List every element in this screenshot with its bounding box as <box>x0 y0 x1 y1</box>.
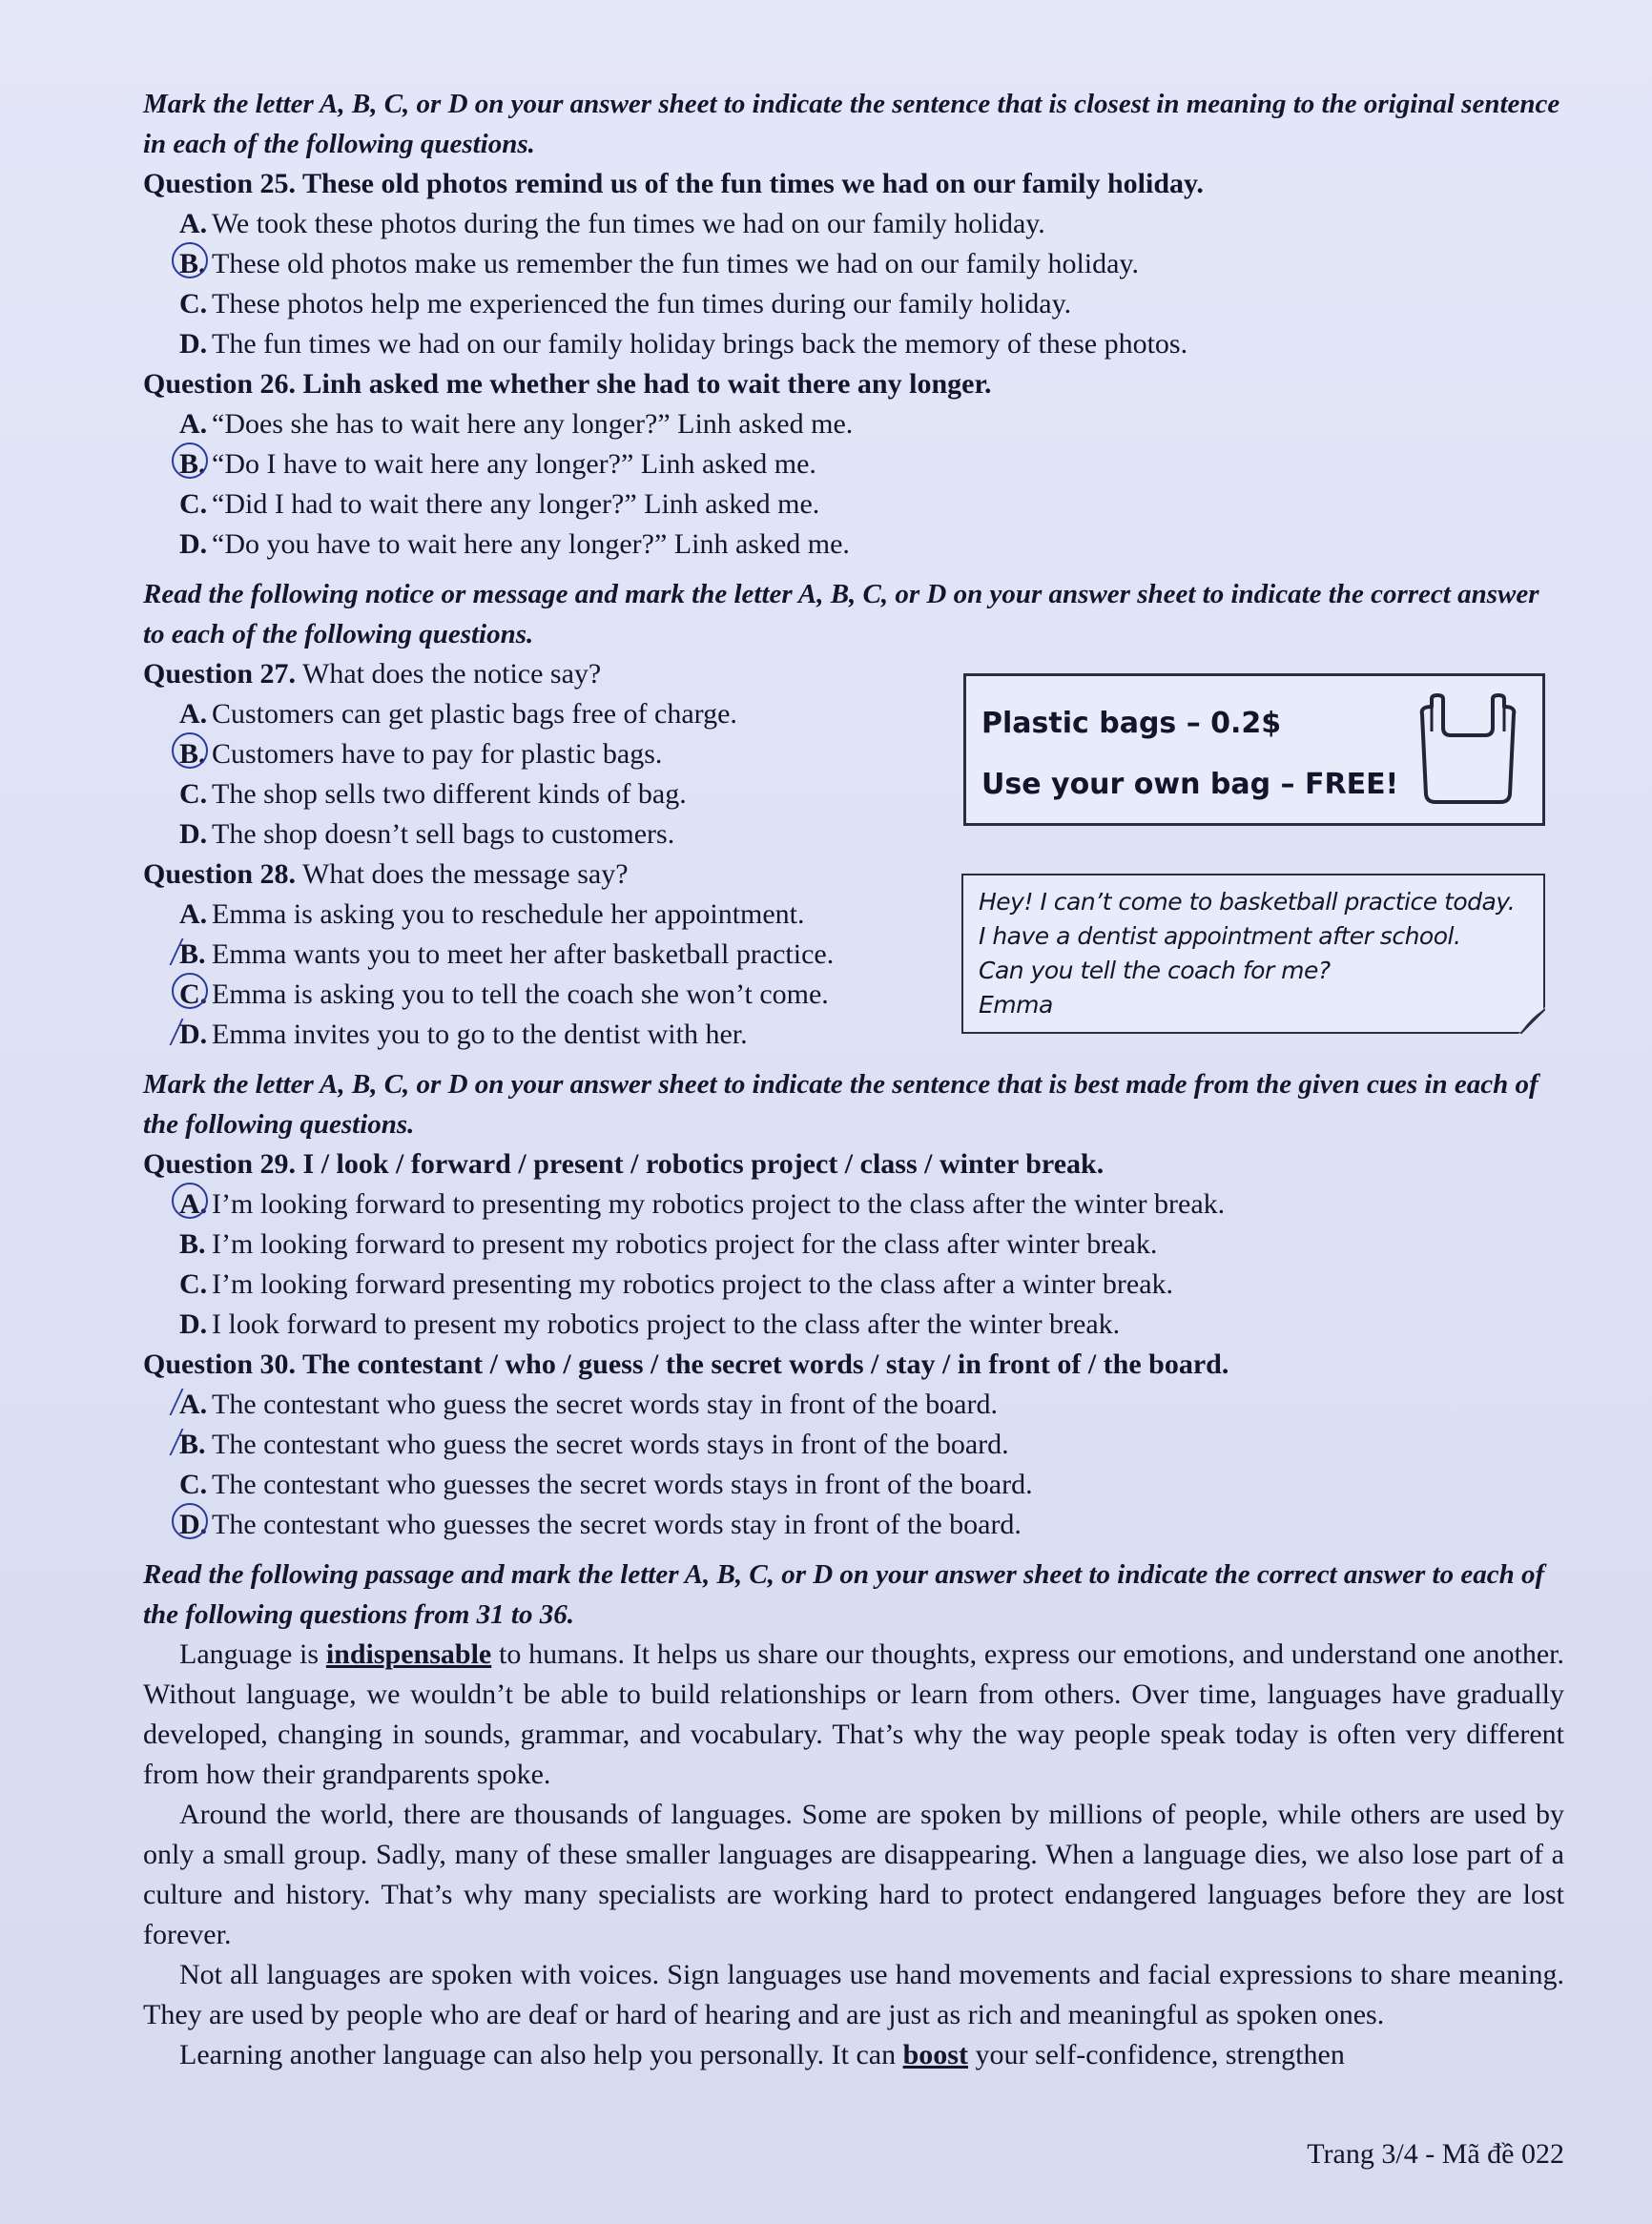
option-letter: A. <box>179 408 208 440</box>
option-text: Customers have to pay for plastic bags. <box>212 738 663 770</box>
option-letter: A. <box>179 698 208 730</box>
option-letter: A. <box>179 898 208 930</box>
question-text: What does the notice say? <box>302 658 602 690</box>
option-text: Emma is asking you to reschedule her appointment. <box>212 898 805 930</box>
q27-q28-block <box>143 654 1564 1055</box>
option-letter: C. <box>179 288 208 319</box>
option-letter: C. <box>179 1268 208 1300</box>
question-text: What does the message say? <box>302 858 629 890</box>
passage-paragraph-1 <box>143 1635 1564 1795</box>
option-letter: B. <box>179 1228 206 1260</box>
question-26: Question 26. Linh asked me whether she had to wait there any longer. <box>143 368 992 400</box>
option-letter: B. <box>179 244 212 284</box>
message-line-3: Can you tell the coach for me? <box>979 957 1331 984</box>
option-text: “Did I had to wait there any longer?” Linh asked me. <box>212 488 820 520</box>
option-text: I’m looking forward to present my robotics project for the class after winter break. <box>212 1228 1158 1260</box>
question-25: Question 25. These old photos remind us of the fun times we had on our family holiday. <box>143 168 1204 199</box>
option-text: I look forward to present my robotics project to the class after the winter break. <box>212 1308 1121 1340</box>
highlighted-word-boost: boost <box>902 2039 968 2070</box>
option-letter: A. <box>179 1385 212 1425</box>
q30-option-d[interactable] <box>179 1505 1564 1545</box>
q26-option-a[interactable] <box>179 404 1564 444</box>
option-letter: D. <box>179 1308 208 1340</box>
passage-text: your self-confidence, strengthen <box>967 2039 1345 2070</box>
option-text: The shop sells two different kinds of bag. <box>212 778 687 810</box>
option-text: The shop doesn’t sell bags to customers. <box>212 818 675 850</box>
question-number: Question 28. <box>143 858 297 890</box>
q29-option-a[interactable] <box>179 1184 1564 1225</box>
option-letter: D. <box>179 1015 212 1055</box>
passage-text: to humans. It helps us share our thoughts, express our emotions, and understand one another. Without language, we wouldn’t be able to build relationships or learn from others. Over time, languages have gradually developed, changing in sounds, grammar, and vocabulary. That’s why the way people speak today is often very different from how their grandparents spoke. <box>143 1638 1565 1790</box>
option-letter: C. <box>179 488 208 520</box>
option-letter: C. <box>179 1469 208 1500</box>
passage-text: Language is <box>179 1638 326 1670</box>
section-notice-message <box>143 574 1564 1055</box>
option-text: The contestant who guesses the secret words stay in front of the board. <box>212 1509 1022 1540</box>
passage-text: Not all languages are spoken with voices. Sign languages use hand movements and facial expressions to share meaning. They are used by people who are deaf or hard of hearing and are just as rich and meaningful as spoken ones. <box>143 1959 1564 2030</box>
message-signature: Emma <box>979 991 1053 1019</box>
page-fold-icon <box>1518 1007 1545 1034</box>
instruction-cues: Mark the letter A, B, C, or D on your answer sheet to indicate the sentence that is best made from the given cues in each of the following questions. <box>143 1069 1538 1140</box>
passage-text: Around the world, there are thousands of languages. Some are spoken by millions of people, while others are used by only a small group. Sadly, many of these smaller languages are disappearing. When a language dies, we also lose part of a culture and history. That’s why many specialists are working hard to protect endangered languages before they are lost forever. <box>143 1799 1564 1950</box>
instruction-passage: Read the following passage and mark the letter A, B, C, or D on your answer sheet to indicate the correct answer to each of the following questions from 31 to 36. <box>143 1559 1545 1630</box>
option-letter: D. <box>179 328 208 360</box>
question-29: Question 29. I / look / forward / present / robotics project / class / winter break. <box>143 1148 1105 1180</box>
option-letter: D. <box>179 1505 212 1545</box>
q25-option-d[interactable] <box>179 324 1564 364</box>
instruction-closest-meaning: Mark the letter A, B, C, or D on your answer sheet to indicate the sentence that is closest in meaning to the original sentence in each of the following questions. <box>143 89 1560 159</box>
q25-option-a[interactable] <box>179 204 1564 244</box>
option-letter: C. <box>179 778 208 810</box>
option-text: These old photos make us remember the fun times we had on our family holiday. <box>212 248 1139 279</box>
option-letter: B. <box>179 935 212 975</box>
option-text: Emma invites you to go to the dentist with her. <box>212 1019 748 1050</box>
section-sentence-building <box>143 1064 1564 1545</box>
option-text: I’m looking forward presenting my robotics project to the class after a winter break. <box>212 1268 1174 1300</box>
option-letter: D. <box>179 528 208 560</box>
emma-message <box>961 874 1545 1034</box>
option-text: Emma is asking you to tell the coach she won’t come. <box>212 978 829 1010</box>
q26-option-c[interactable] <box>179 484 1564 525</box>
page-footer: Trang 3/4 - Mã đề 022 <box>1307 2138 1564 2170</box>
q26-option-d[interactable] <box>179 525 1564 565</box>
passage-paragraph-4 <box>143 2035 1564 2075</box>
question-number: Question 27. <box>143 658 297 690</box>
option-letter: B. <box>179 1425 212 1465</box>
q29-option-c[interactable] <box>179 1265 1564 1305</box>
passage-paragraph-2 <box>143 1795 1564 1955</box>
message-line-2: I have a dentist appointment after school. <box>979 922 1461 950</box>
q29-option-b[interactable] <box>179 1225 1564 1265</box>
shopping-bag-icon <box>1411 693 1525 806</box>
option-text: The contestant who guess the secret words stay in front of the board. <box>212 1389 998 1420</box>
option-letter: B. <box>179 444 212 484</box>
passage-text: Learning another language can also help you personally. It can <box>179 2039 903 2070</box>
q30-option-a[interactable] <box>179 1385 1564 1425</box>
option-letter: A. <box>179 1184 212 1225</box>
option-letter: A. <box>179 208 208 239</box>
option-text: We took these photos during the fun times we had on our family holiday. <box>212 208 1045 239</box>
option-text: Customers can get plastic bags free of charge. <box>212 698 737 730</box>
plastic-bag-notice <box>963 673 1545 826</box>
question-30: Question 30. The contestant / who / guess / the secret words / stay / in front of / the board. <box>143 1349 1229 1380</box>
highlighted-word-indispensable: indispensable <box>325 1638 492 1670</box>
option-text: “Does she has to wait here any longer?” Linh asked me. <box>212 408 854 440</box>
option-letter: C. <box>179 975 212 1015</box>
notice-free-line: Use your own bag – FREE! <box>981 768 1399 801</box>
q25-option-c[interactable] <box>179 284 1564 324</box>
section-reading-passage <box>143 1555 1564 2075</box>
option-text: Emma wants you to meet her after basketball practice. <box>212 938 835 970</box>
q29-option-d[interactable] <box>179 1305 1564 1345</box>
option-letter: D. <box>179 818 208 850</box>
option-text: The contestant who guess the secret words stays in front of the board. <box>212 1429 1009 1460</box>
option-text: The fun times we had on our family holiday brings back the memory of these photos. <box>212 328 1188 360</box>
message-line-1: Hey! I can’t come to basketball practice today. <box>979 888 1516 916</box>
notice-price-line: Plastic bags – 0.2$ <box>981 707 1282 740</box>
option-text: “Do I have to wait here any longer?” Linh asked me. <box>212 448 816 480</box>
q30-option-b[interactable] <box>179 1425 1564 1465</box>
option-text: “Do you have to wait here any longer?” Linh asked me. <box>212 528 850 560</box>
q30-option-c[interactable] <box>179 1465 1564 1505</box>
passage-paragraph-3 <box>143 1955 1564 2035</box>
option-text: These photos help me experienced the fun times during our family holiday. <box>212 288 1072 319</box>
option-text: The contestant who guesses the secret words stays in front of the board. <box>212 1469 1033 1500</box>
instruction-notice: Read the following notice or message and mark the letter A, B, C, or D on your answer sheet to indicate the correct answer to each of the following questions. <box>143 579 1539 649</box>
q25-option-b[interactable] <box>179 244 1564 284</box>
option-text: I’m looking forward to presenting my robotics project to the class after the winter break. <box>212 1188 1226 1220</box>
option-letter: B. <box>179 734 212 774</box>
q26-option-b[interactable] <box>179 444 1564 484</box>
